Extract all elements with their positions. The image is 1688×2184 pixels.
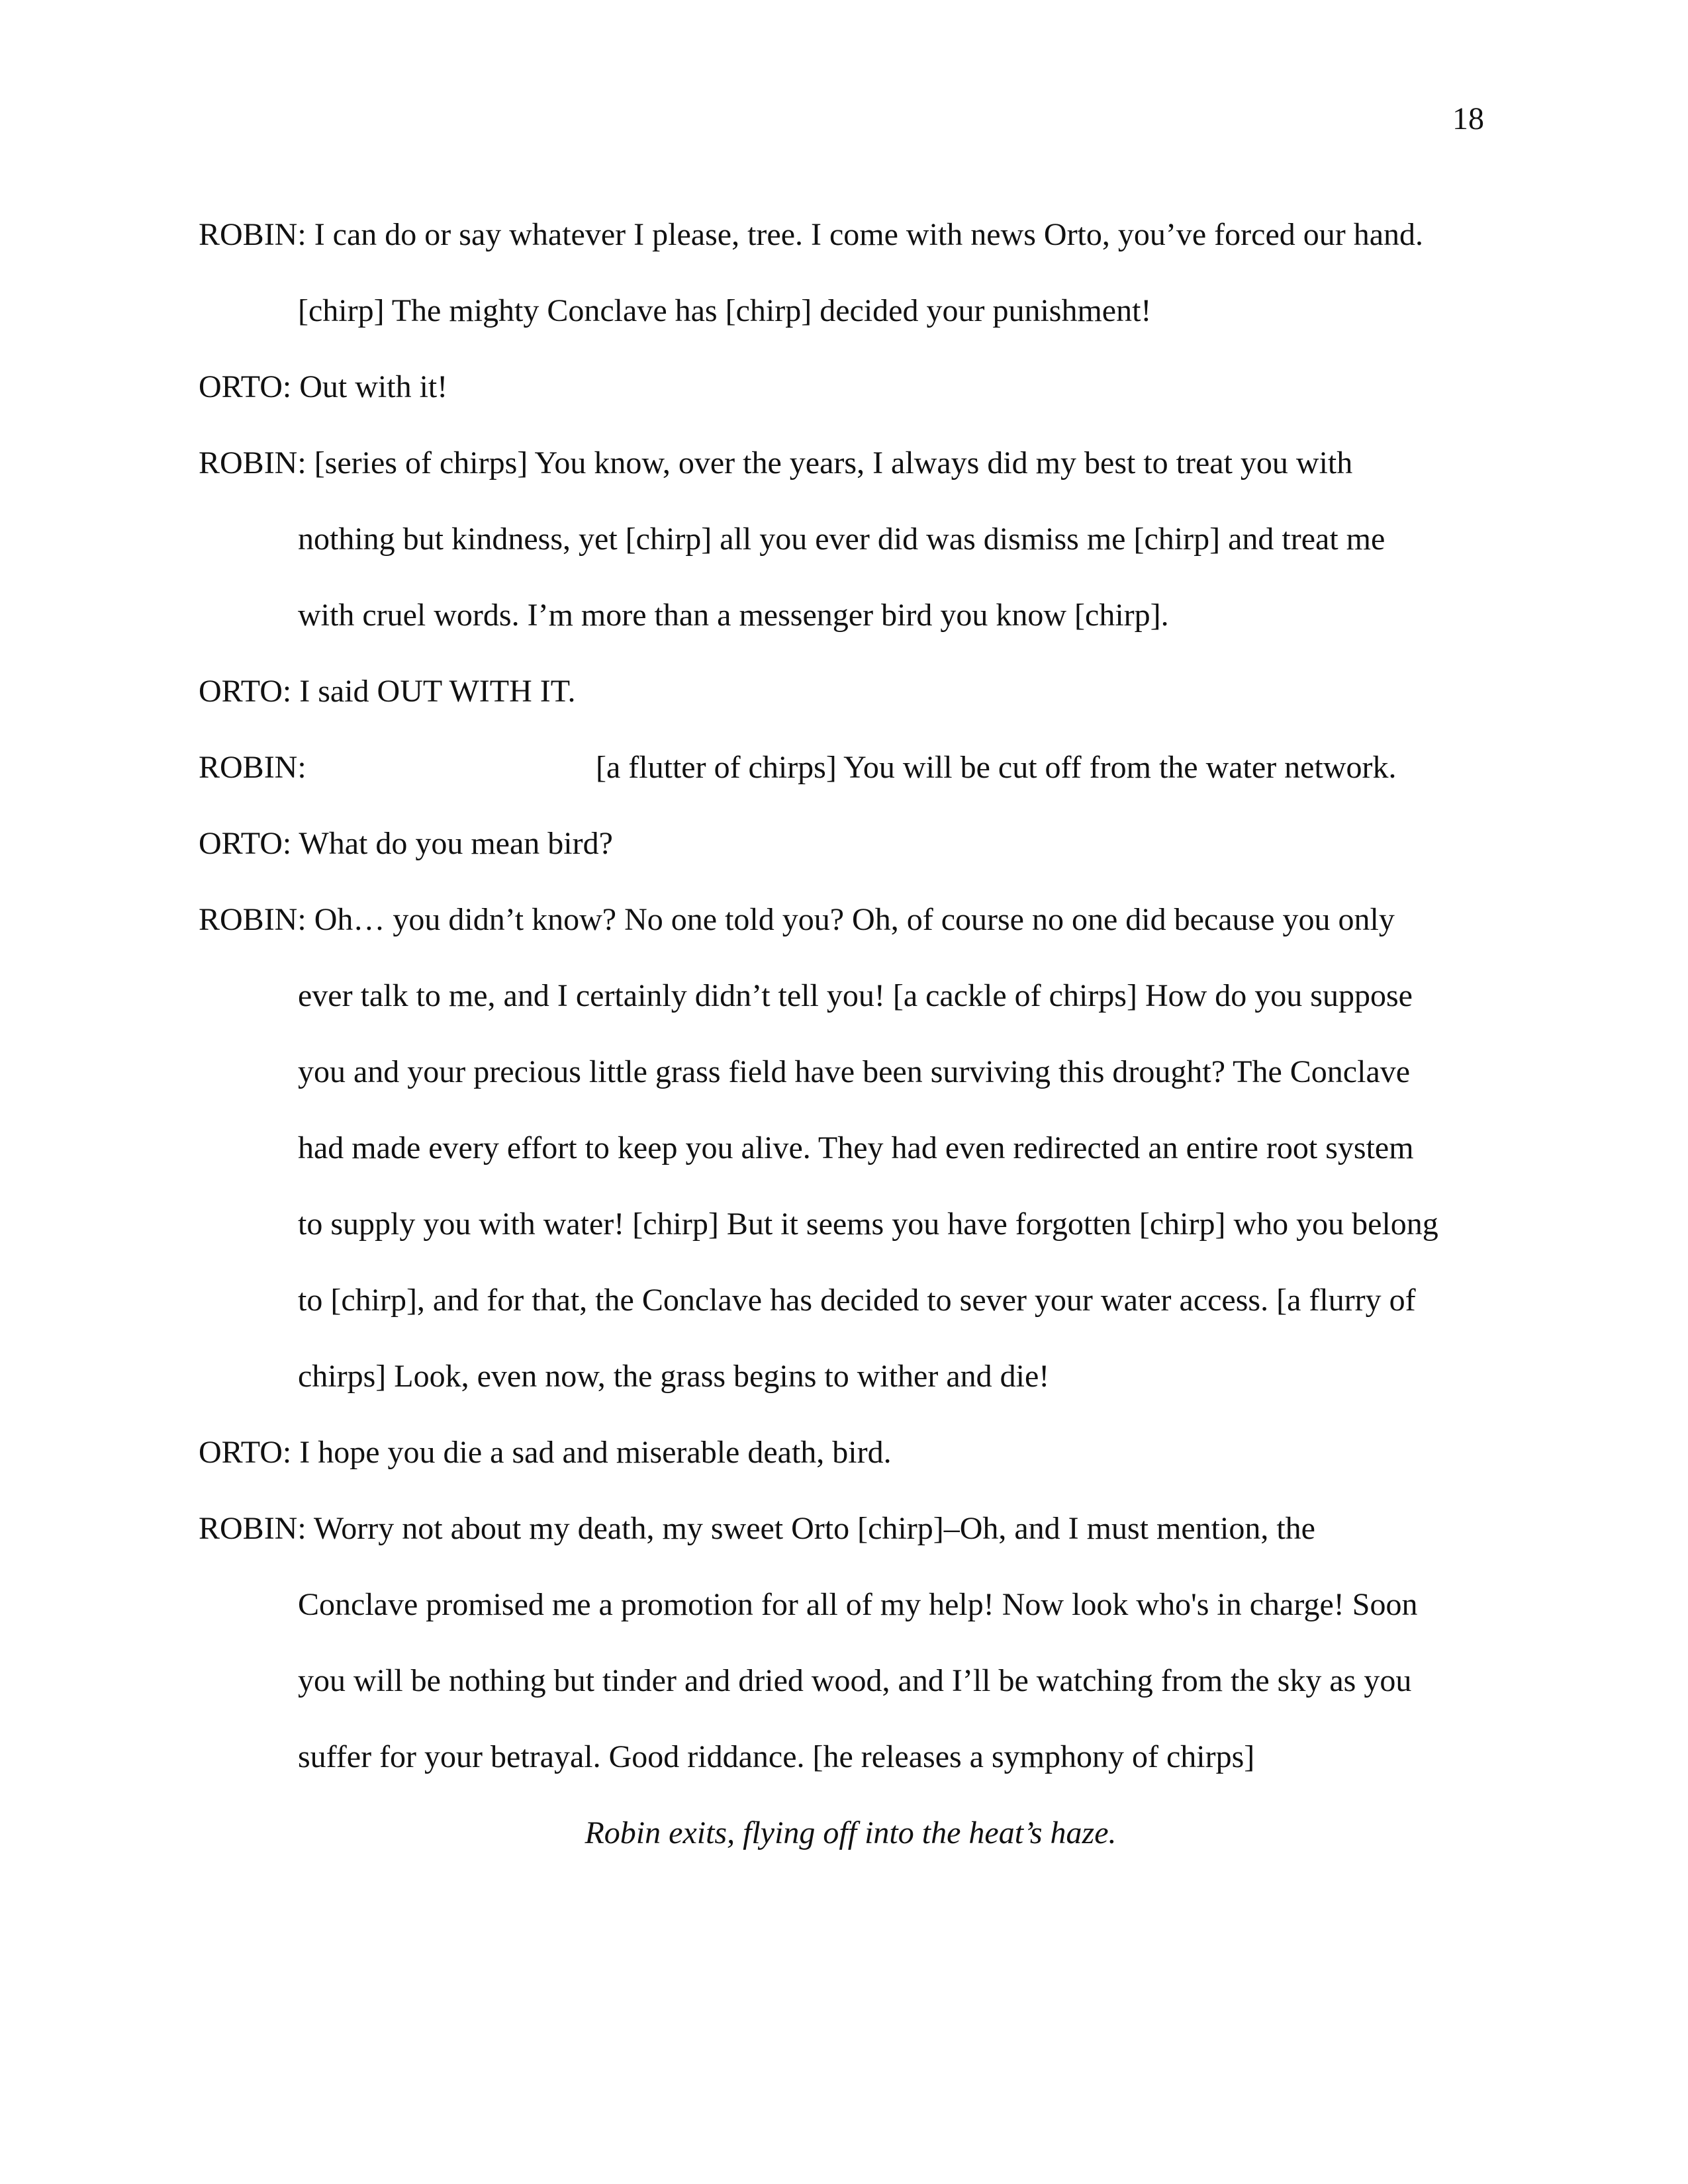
speech-text: [series of chirps] You know, over the years, I always did my best to treat you with xyxy=(306,445,1353,480)
dialogue-line xyxy=(199,882,1496,958)
speaker-robin: ROBIN: xyxy=(199,902,306,937)
page-number: 18 xyxy=(1452,101,1484,136)
speech-text: Conclave promised me a promotion for all of my help! Now look who's in charge! Soon xyxy=(298,1587,1418,1622)
speech-text: [chirp] The mighty Conclave has [chirp] decided your punishment! xyxy=(298,293,1152,328)
script-body xyxy=(199,197,1496,1871)
speech-text: Out with it! xyxy=(291,369,448,404)
speech-text: ever talk to me, and I certainly didn’t tell you! [a cackle of chirps] How do you suppose xyxy=(298,978,1413,1013)
speaker-robin: ROBIN: xyxy=(199,750,306,785)
speech-text: What do you mean bird? xyxy=(291,826,613,861)
speech-text: Oh… you didn’t know? No one told you? Oh, of course no one did because you only xyxy=(306,902,1395,937)
speech-text: [a flutter of chirps] You will be cut off from the water network. xyxy=(596,750,1397,785)
dialogue-line xyxy=(199,349,1496,425)
dialogue-continuation xyxy=(199,1110,1496,1186)
dialogue-continuation xyxy=(199,1567,1496,1643)
dialogue-continuation xyxy=(199,501,1496,577)
speech-text: I said OUT WITH IT. xyxy=(291,674,576,709)
speaker-orto: ORTO: xyxy=(199,826,292,861)
dialogue-continuation xyxy=(199,273,1496,349)
speech-text: with cruel words. I’m more than a messenger bird you know [chirp]. xyxy=(298,598,1169,633)
speaker-robin: ROBIN: xyxy=(199,217,306,252)
dialogue-line xyxy=(199,729,1496,805)
dialogue-line xyxy=(199,425,1496,501)
dialogue-continuation xyxy=(199,1719,1496,1795)
dialogue-continuation xyxy=(199,1186,1496,1262)
dialogue-line xyxy=(199,805,1496,882)
dialogue-line xyxy=(199,197,1496,273)
speech-text: to supply you with water! [chirp] But it seems you have forgotten [chirp] who you belong xyxy=(298,1206,1438,1242)
dialogue-continuation xyxy=(199,1338,1496,1414)
speech-text: you and your precious little grass field have been surviving this drought? The Conclave xyxy=(298,1054,1411,1089)
speech-text: nothing but kindness, yet [chirp] all you ever did was dismiss me [chirp] and treat me xyxy=(298,522,1385,557)
speaker-orto: ORTO: xyxy=(199,369,292,404)
dialogue-line xyxy=(199,1490,1496,1567)
speech-text: you will be nothing but tinder and dried wood, and I’ll be watching from the sky as you xyxy=(298,1663,1412,1698)
dialogue-continuation xyxy=(199,577,1496,653)
dialogue-continuation xyxy=(199,1643,1496,1719)
dialogue-continuation xyxy=(199,1034,1496,1110)
speech-text: to [chirp], and for that, the Conclave has decided to sever your water access. [a flurry of xyxy=(298,1283,1416,1318)
dialogue-line xyxy=(199,653,1496,729)
speaker-robin: ROBIN: xyxy=(199,445,306,480)
dialogue-continuation xyxy=(199,958,1496,1034)
speaker-orto: ORTO: xyxy=(199,674,292,709)
dialogue-line xyxy=(199,1414,1496,1490)
speech-text: chirps] Look, even now, the grass begins to wither and die! xyxy=(298,1359,1050,1394)
dialogue-continuation xyxy=(199,1262,1496,1338)
speech-text: suffer for your betrayal. Good riddance. [he releases a symphony of chirps] xyxy=(298,1739,1255,1774)
speech-text: I hope you die a sad and miserable death, bird. xyxy=(291,1435,892,1470)
speech-text: Worry not about my death, my sweet Orto [chirp]–Oh, and I must mention, the xyxy=(306,1511,1315,1546)
speech-text: had made every effort to keep you alive. They had even redirected an entire root system xyxy=(298,1130,1414,1165)
stage-direction: Robin exits, flying off into the heat’s haze. xyxy=(585,1815,1117,1850)
speech-text: I can do or say whatever I please, tree. I come with news Orto, you’ve forced our hand. xyxy=(306,217,1424,252)
speaker-robin: ROBIN: xyxy=(199,1511,306,1546)
speaker-orto: ORTO: xyxy=(199,1435,292,1470)
